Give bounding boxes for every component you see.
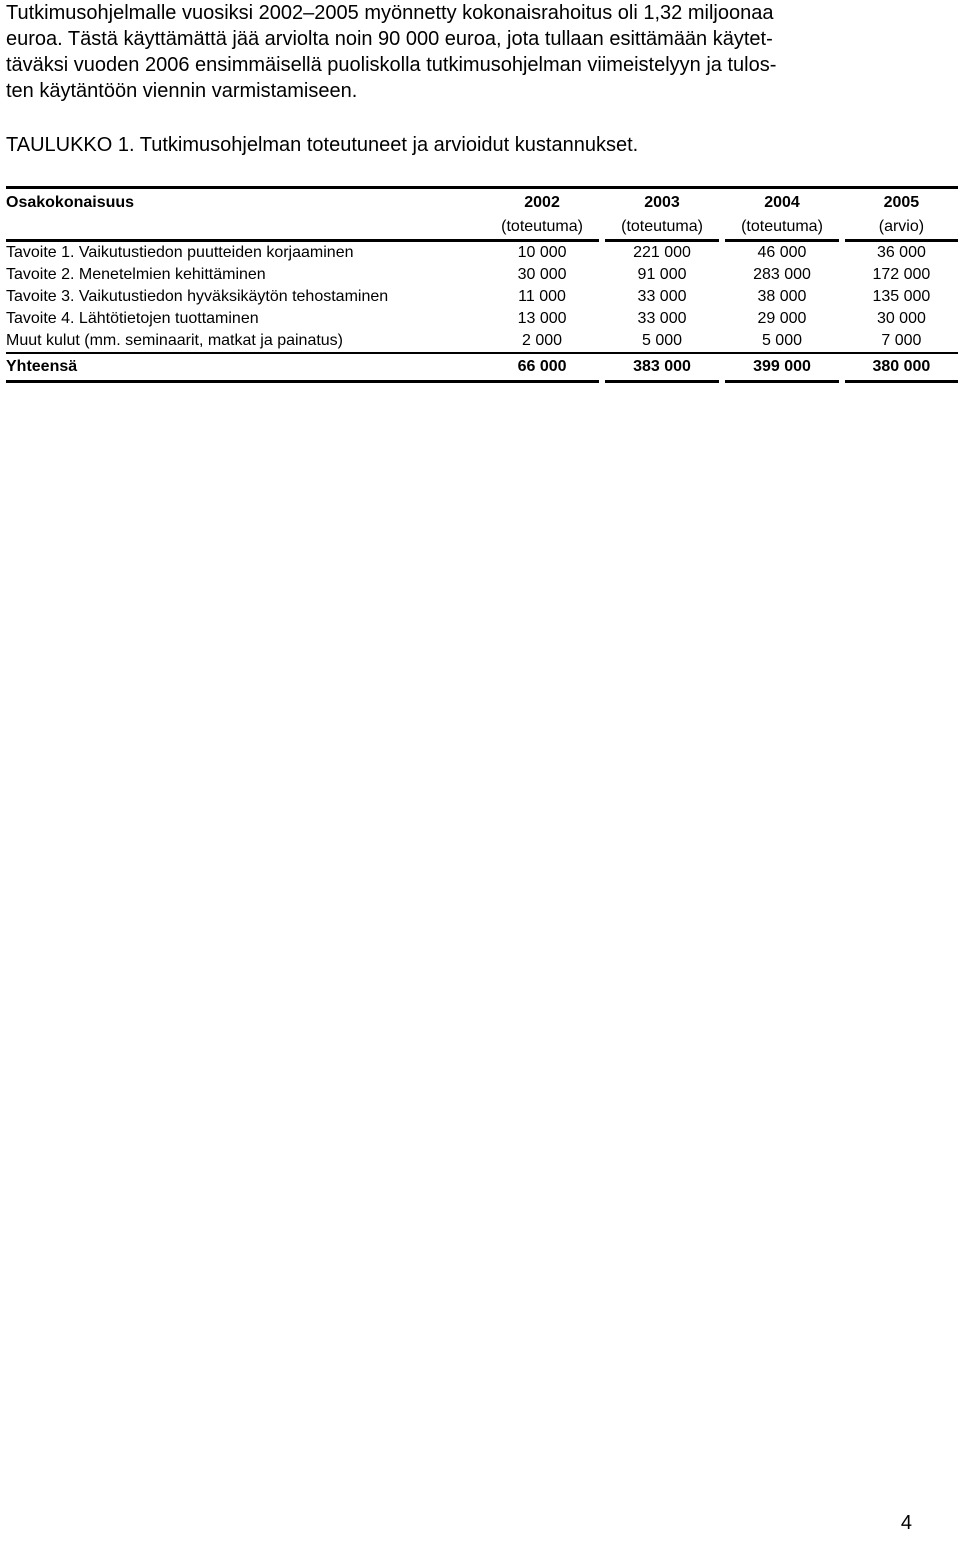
header-note: (toteutuma): [485, 215, 599, 241]
table-row: [6, 241, 958, 265]
paragraph-line: euroa. Tästä käyttämättä jää arviolta noin 90 000 euroa, jota tullaan esittämään käytet-: [6, 28, 773, 50]
row-name: Tavoite 1. Vaikutustiedon puutteiden korjaaminen: [6, 244, 354, 261]
row-name: Tavoite 4. Lähtötietojen tuottaminen: [6, 310, 259, 327]
page-number: 4: [900, 1512, 912, 1534]
table-caption: TAULUKKO 1. Tutkimusohjelman toteutuneet ja arvioidut kustannukset.: [6, 134, 639, 156]
table-row: [6, 286, 958, 308]
row-value: 5 000: [725, 330, 839, 353]
paragraph-line: Tutkimusohjelmalle vuosiksi 2002–2005 myönnetty kokonaisrahoitus oli 1,32 miljoonaa: [6, 2, 774, 24]
paragraph-line: täväksi vuoden 2006 ensimmäisellä puoliskolla tutkimusohjelman viimeistelyyn ja tulos-: [6, 54, 777, 76]
row-value: 29 000: [757, 310, 807, 327]
table-total-row: [6, 353, 958, 382]
row-value: 38 000: [757, 288, 807, 305]
row-name: Tavoite 3. Vaikutustiedon hyväksikäytön tehostaminen: [6, 288, 389, 305]
row-value: 283 000: [753, 266, 811, 283]
row-value: 46 000: [757, 244, 807, 261]
header-name: Osakokonaisuus: [6, 188, 485, 216]
paragraph-line: ten käytäntöön viennin varmistamiseen.: [6, 80, 358, 102]
total-value: 383 000: [605, 353, 719, 382]
row-value: 11 000: [518, 288, 566, 305]
row-value: 30 000: [517, 266, 567, 283]
intro-paragraph: [6, 0, 946, 104]
row-value: 36 000: [876, 244, 926, 261]
total-value: 66 000: [485, 353, 599, 382]
total-label: Yhteensä: [6, 353, 485, 382]
cost-table: [6, 186, 958, 383]
row-value: 91 000: [637, 266, 687, 283]
header-note: (arvio): [845, 215, 958, 241]
table-header-row: [6, 188, 958, 216]
table-row: [6, 308, 958, 330]
row-value: 33 000: [637, 310, 687, 327]
row-value: 2 000: [485, 330, 599, 353]
table-row: [6, 330, 958, 353]
row-value: 7 000: [845, 330, 958, 353]
header-year: 2004: [725, 188, 839, 216]
header-year: 2005: [845, 188, 958, 216]
table-subheader-row: [6, 215, 958, 241]
row-value: 30 000: [876, 310, 926, 327]
row-value: 221 000: [633, 244, 691, 261]
header-note: (toteutuma): [605, 215, 719, 241]
row-value: 5 000: [605, 330, 719, 353]
header-note: (toteutuma): [725, 215, 839, 241]
row-value: 172 000: [872, 266, 931, 283]
row-value: 10 000: [517, 244, 567, 261]
total-value: 380 000: [845, 353, 958, 382]
row-name: Tavoite 2. Menetelmien kehittäminen: [6, 266, 266, 283]
row-value: 13 000: [517, 310, 567, 327]
total-value: 399 000: [725, 353, 839, 382]
header-year: 2003: [605, 188, 719, 216]
row-value: 33 000: [637, 288, 687, 305]
table-row: [6, 264, 958, 286]
row-value: 135 000: [872, 288, 931, 305]
header-year: 2002: [485, 188, 599, 216]
row-name: Muut kulut (mm. seminaarit, matkat ja painatus): [6, 330, 485, 353]
